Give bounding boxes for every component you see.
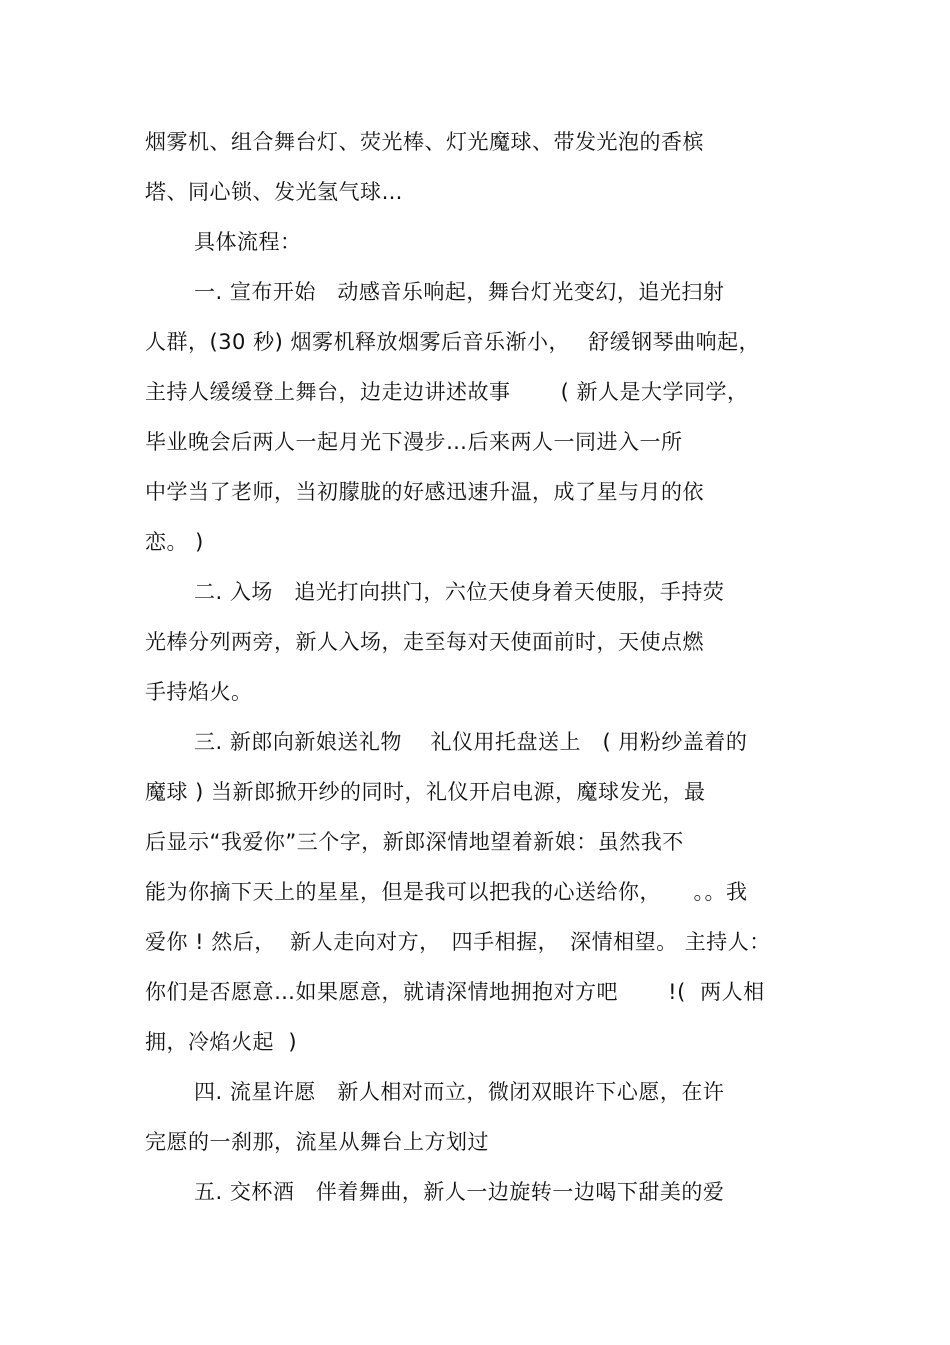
- text-line: 爱你 ! 然后， 新人走向对方， 四手相握， 深情相望。 主持人：: [145, 930, 771, 954]
- text-line: 恋。 ): [145, 530, 204, 554]
- step-heading-1: 一. 宣布开始 动感音乐响起，舞台灯光变幻，追光扫射: [194, 280, 725, 304]
- step-heading-5: 五. 交杯酒 伴着舞曲，新人一边旋转一边喝下甜美的爱: [194, 1180, 725, 1204]
- text-line: 能为你摘下天上的星星，但是我可以把我的心送给你， 。。我: [145, 880, 748, 904]
- text-line: 毕业晚会后两人一起月光下漫步…后来两人一同进入一所: [145, 430, 683, 454]
- section-heading: 具体流程：: [194, 230, 302, 254]
- text-line: 中学当了老师，当初朦胧的好感迅速升温，成了星与月的依: [145, 480, 704, 504]
- text-line: 烟雾机、组合舞台灯、荧光棒、灯光魔球、带发光泡的香槟: [145, 130, 704, 154]
- step-heading-2: 二. 入场 追光打向拱门，六位天使身着天使服，手持荧: [194, 580, 725, 604]
- text-line: 完愿的一刹那，流星从舞台上方划过: [145, 1130, 489, 1154]
- step-heading-3: 三. 新郎向新娘送礼物 礼仪用托盘送上 ( 用粉纱盖着的: [194, 730, 748, 754]
- text-line: 后显示“我爱你”三个字，新郎深情地望着新娘：虽然我不: [145, 830, 684, 854]
- text-line: 光棒分列两旁，新人入场，走至每对天使面前时，天使点燃: [145, 630, 704, 654]
- text-line: 你们是否愿意…如果愿意，就请深情地拥抱对方吧 !( 两人相: [145, 980, 765, 1004]
- text-line: 人群，(30 秒) 烟雾机释放烟雾后音乐渐小， 舒缓钢琴曲响起，: [145, 330, 761, 354]
- text-line: 魔球 ) 当新郎掀开纱的同时，礼仪开启电源，魔球发光，最: [145, 780, 706, 804]
- text-line: 手持焰火。: [145, 680, 253, 704]
- text-line: 塔、同心锁、发光氢气球…: [145, 180, 403, 204]
- text-line: 主持人缓缓登上舞台，边走边讲述故事 ( 新人是大学同学，: [145, 380, 749, 404]
- step-heading-4: 四. 流星许愿 新人相对而立，微闭双眼许下心愿，在许: [194, 1080, 725, 1104]
- text-line: 拥，冷焰火起 ): [145, 1030, 298, 1054]
